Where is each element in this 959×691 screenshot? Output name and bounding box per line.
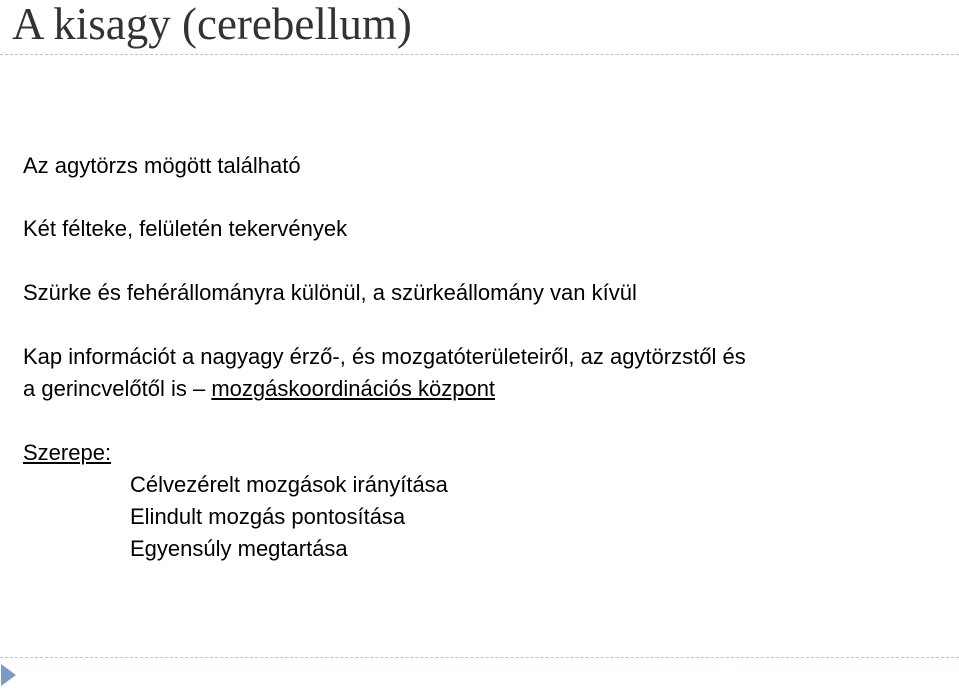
point-hemispheres: Két félteke, felületén tekervények <box>23 216 348 241</box>
triangle-marker-icon <box>1 664 16 686</box>
info-line-1: Kap információt a nagyagy érző-, és mozgatóterületeiről, az agytörzstől és <box>23 344 746 369</box>
info-line-2-text: a gerincvelőtől is – <box>23 376 212 401</box>
title-divider <box>0 54 959 55</box>
role-heading: Szerepe: <box>23 440 112 465</box>
point-matter: Szürke és fehérállományra különül, a szürkeállomány van kívül <box>23 280 637 305</box>
info-line-2 <box>23 373 495 405</box>
role-item-precision: Elindult mozgás pontosítása <box>130 504 406 529</box>
coordination-center-text: mozgáskoordinációs központ <box>211 376 496 401</box>
role-item-balance: Egyensúly megtartása <box>130 536 348 561</box>
page-title: A kisagy (cerebellum) <box>12 0 412 49</box>
point-location: Az agytörzs mögött található <box>23 153 301 178</box>
role-item-targeted-movement: Célvezérelt mozgások irányítása <box>130 472 448 497</box>
footer-divider <box>0 657 959 658</box>
